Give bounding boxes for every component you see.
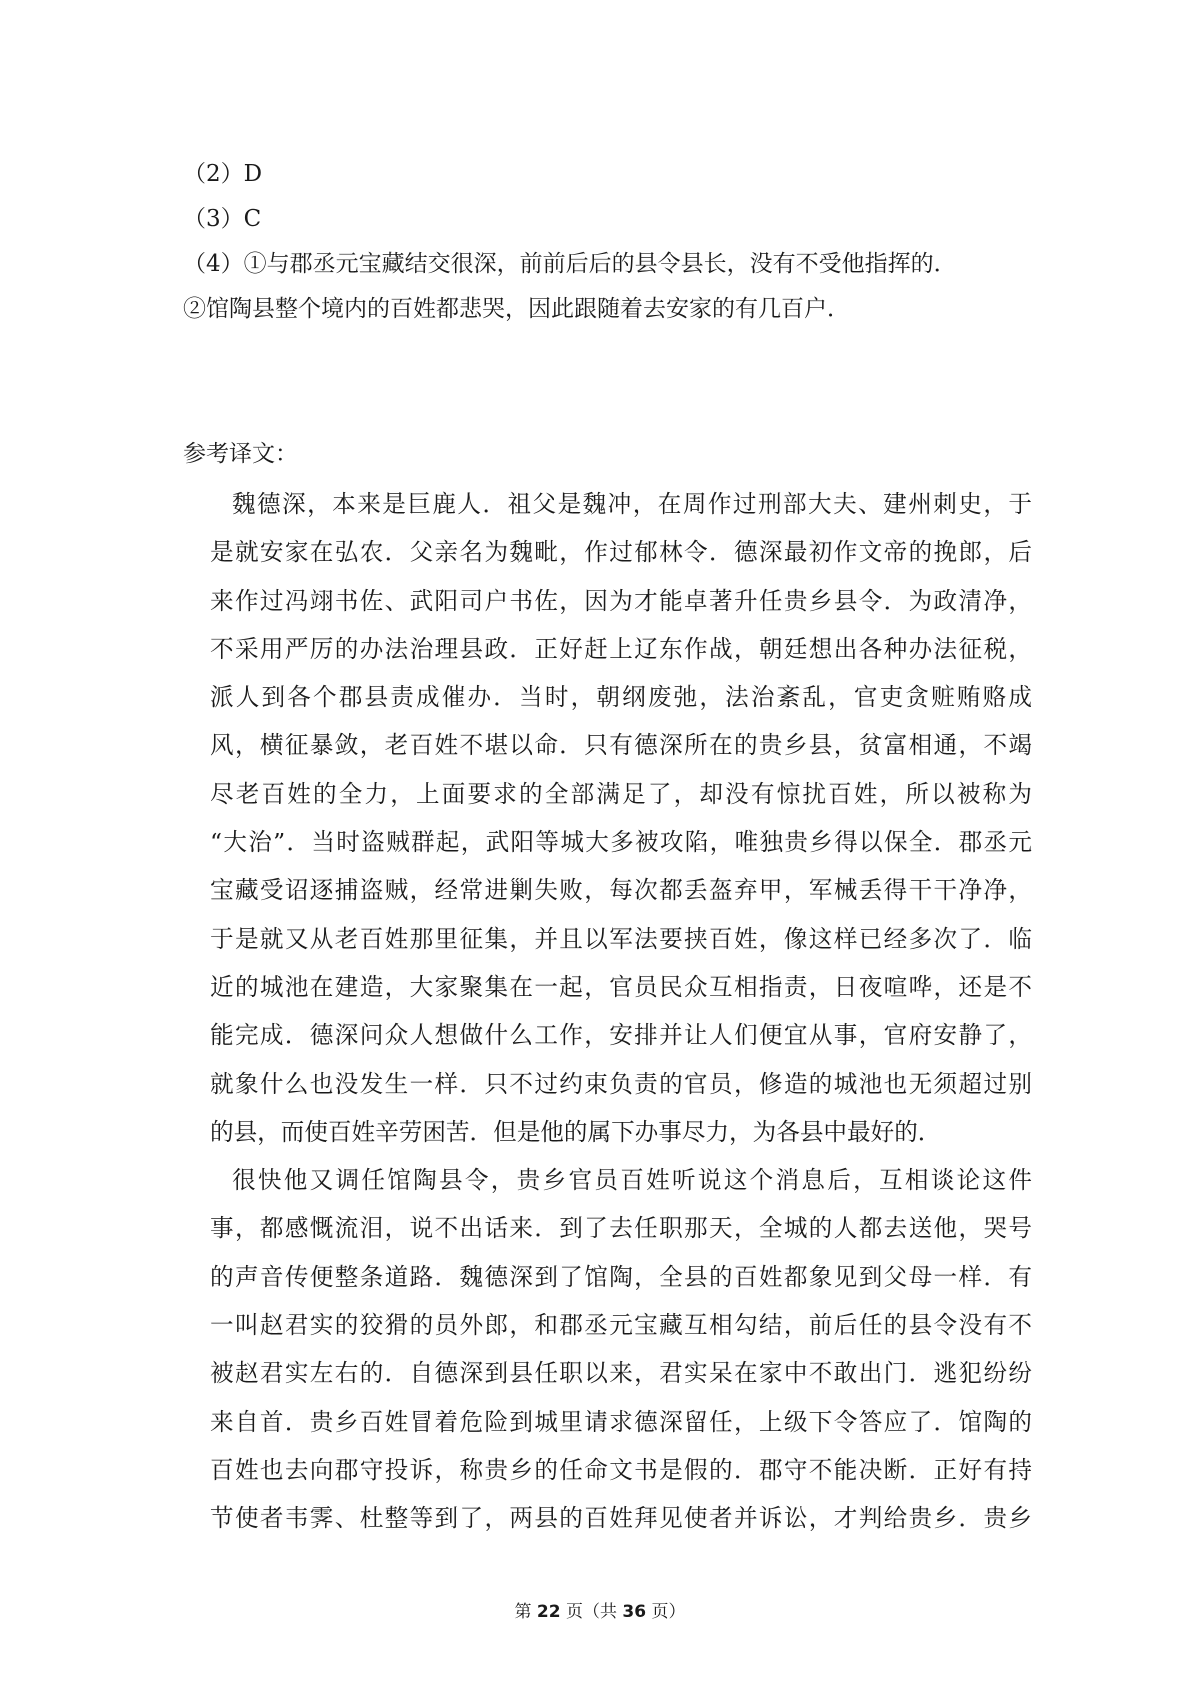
translation-line: 风，横征暴敛，老百姓不堪以命．只有德深所在的贵乡县，贫富相通，不竭 xyxy=(210,731,1032,760)
translation-line: 是就安家在弘农．父亲名为魏毗，作过郁林令．德深最初作文帝的挽郎，后 xyxy=(210,538,1032,567)
translation-line: 不采用严厉的办法治理县政．正好赶上辽东作战，朝廷想出各种办法征税， xyxy=(210,634,1032,663)
translation-line: 被赵君实左右的．自德深到县任职以来，君实呆在家中不敢出门．逃犯纷纷 xyxy=(210,1359,1032,1388)
translation-line: 来自首．贵乡百姓冒着危险到城里请求德深留任，上级下令答应了．馆陶的 xyxy=(210,1407,1032,1436)
translation-line: 宝藏受诏逐捕盗贼，经常进剿失败，每次都丢盔弃甲，军械丢得干干净净， xyxy=(210,876,1032,905)
answer-2: （2）D xyxy=(183,161,263,187)
answer-section xyxy=(183,152,1083,332)
reference-translation-title: 参考译文： xyxy=(183,441,298,467)
translation-line: 的县，而使百姓辛劳困苦．但是他的属下办事尽力，为各县中最好的． xyxy=(210,1117,942,1146)
answer-4-part-1: （4）①与郡丞元宝藏结交很深，前前后后的县令县长，没有不受他指挥的． xyxy=(183,251,957,277)
translation-line: 魏德深，本来是巨鹿人．祖父是魏冲，在周作过刑部大夫、建州刺史，于 xyxy=(232,490,1032,518)
answer-3: （3）C xyxy=(183,206,262,232)
translation-line: 百姓也去向郡守投诉，称贵乡的任命文书是假的．郡守不能决断．正好有持 xyxy=(210,1455,1032,1484)
translation-line: 来作过冯翊书佐、武阳司户书佐，因为才能卓著升任贵乡县令．为政清净， xyxy=(210,586,1032,615)
translation-line: 派人到各个郡县责成催办．当时，朝纲废弛，法治紊乱，官吏贪赃贿赂成 xyxy=(210,683,1032,712)
translation-line: 于是就又从老百姓那里征集，并且以军法要挟百姓，像这样已经多次了．临 xyxy=(210,924,1032,953)
footer-page-number: 22 xyxy=(536,1602,561,1622)
footer-middle: 页（共 xyxy=(566,1602,617,1622)
footer-total-pages: 36 xyxy=(622,1602,647,1622)
translation-line: 就象什么也没发生一样．只不过约束负责的官员，修造的城池也无须超过别 xyxy=(210,1069,1032,1098)
translation-line: 很快他又调任馆陶县令，贵乡官员百姓听说这个消息后，互相谈论这件 xyxy=(232,1166,1032,1195)
translation-line: 事，都感慨流泪，说不出话来．到了去任职那天，全城的人都去送他，哭号 xyxy=(210,1214,1032,1243)
translation-line: “大治”．当时盗贼群起，武阳等城大多被攻陷，唯独贵乡得以保全．郡丞元 xyxy=(210,828,1032,857)
answer-4-part-2: ②馆陶县整个境内的百姓都悲哭，因此跟随着去安家的有几百户． xyxy=(183,296,850,322)
footer-prefix: 第 xyxy=(514,1602,532,1622)
translation-line: 一叫赵君实的狡猾的员外郎，和郡丞元宝藏互相勾结，前后任的县令没有不 xyxy=(210,1311,1032,1340)
translation-line: 节使者韦霁、杜整等到了，两县的百姓拜见使者并诉讼，才判给贵乡．贵乡 xyxy=(210,1504,1032,1533)
translation-line: 近的城池在建造，大家聚集在一起，官员民众互相指责，日夜喧哗，还是不 xyxy=(210,972,1032,1001)
page-footer xyxy=(0,1600,1200,1624)
translation-body xyxy=(210,480,1032,1543)
translation-line: 尽老百姓的全力，上面要求的全部满足了，却没有惊扰百姓，所以被称为 xyxy=(210,779,1032,808)
translation-line: 能完成．德深问众人想做什么工作，安排并让人们便宜从事，官府安静了， xyxy=(210,1021,1032,1050)
translation-line: 的声音传便整条道路．魏德深到了馆陶，全县的百姓都象见到父母一样．有 xyxy=(210,1262,1032,1291)
footer-suffix: 页） xyxy=(651,1602,686,1622)
